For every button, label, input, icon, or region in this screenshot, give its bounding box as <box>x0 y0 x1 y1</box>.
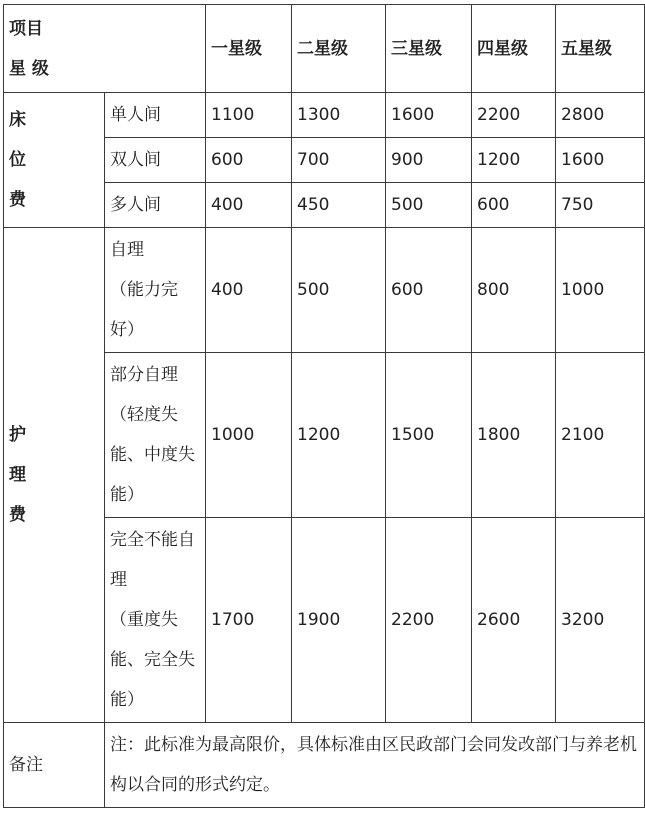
value-cell: 600 <box>206 138 292 183</box>
room-type-double: 双人间 <box>105 138 206 183</box>
value-cell: 3200 <box>556 518 645 723</box>
care-type-line: （重度失 <box>110 610 178 630</box>
room-type-single: 单人间 <box>105 93 206 138</box>
value-cell: 500 <box>386 183 472 228</box>
remark-text: 注：此标准为最高限价，具体标准由区民政部门会同发改部门与养老机构以合同的形式约定。 <box>105 723 645 808</box>
fee-standard-table <box>3 4 645 808</box>
care-type-line: 部分自理 <box>110 365 178 385</box>
care-fee-char: 费 <box>9 505 26 525</box>
header-row <box>4 5 645 93</box>
value-cell: 900 <box>386 138 472 183</box>
value-cell: 400 <box>206 183 292 228</box>
value-cell: 2100 <box>556 353 645 518</box>
value-cell: 1700 <box>206 518 292 723</box>
care-fee-category-cell <box>4 228 105 723</box>
room-type-multi: 多人间 <box>105 183 206 228</box>
bed-fee-char: 床 <box>9 110 26 130</box>
value-cell: 700 <box>292 138 386 183</box>
value-cell: 400 <box>206 228 292 353</box>
value-cell: 1600 <box>386 93 472 138</box>
value-cell: 1900 <box>292 518 386 723</box>
value-cell: 1000 <box>206 353 292 518</box>
bed-fee-category-cell <box>4 93 105 228</box>
care-type-line: 能） <box>110 485 144 505</box>
header-star-label: 星 级 <box>9 58 49 79</box>
value-cell: 1600 <box>556 138 645 183</box>
value-cell: 1300 <box>292 93 386 138</box>
remark-row <box>4 723 645 808</box>
value-cell: 2200 <box>386 518 472 723</box>
care-type-line: 完全不能自 <box>110 530 195 550</box>
header-level-3: 三星级 <box>386 5 472 93</box>
value-cell: 600 <box>472 183 556 228</box>
care-type-line: 能、中度失 <box>110 445 195 465</box>
value-cell: 1000 <box>556 228 645 353</box>
care-type-full <box>105 518 206 723</box>
value-cell: 1800 <box>472 353 556 518</box>
care-fee-char: 理 <box>9 465 26 485</box>
care-type-line: 自理 <box>110 240 144 260</box>
remark-label: 备注 <box>4 723 105 808</box>
value-cell: 1500 <box>386 353 472 518</box>
value-cell: 600 <box>386 228 472 353</box>
value-cell: 1100 <box>206 93 292 138</box>
care-type-line: 理 <box>110 570 127 590</box>
value-cell: 2200 <box>472 93 556 138</box>
value-cell: 2800 <box>556 93 645 138</box>
bed-fee-char: 费 <box>9 190 26 210</box>
care-type-partial <box>105 353 206 518</box>
header-corner-cell <box>4 5 206 93</box>
value-cell: 1200 <box>472 138 556 183</box>
value-cell: 500 <box>292 228 386 353</box>
care-type-line: 能） <box>110 690 144 710</box>
care-type-line: 能、完全失 <box>110 650 195 670</box>
value-cell: 450 <box>292 183 386 228</box>
care-type-line: （轻度失 <box>110 405 178 425</box>
care-type-line: 好） <box>110 320 144 340</box>
header-item-label: 项目 <box>9 18 43 39</box>
value-cell: 750 <box>556 183 645 228</box>
care-type-line: （能力完 <box>110 280 178 300</box>
care-fee-char: 护 <box>9 425 26 445</box>
table-row <box>4 228 645 353</box>
header-level-4: 四星级 <box>472 5 556 93</box>
table-row <box>4 93 645 138</box>
care-type-self <box>105 228 206 353</box>
bed-fee-char: 位 <box>9 150 26 170</box>
value-cell: 800 <box>472 228 556 353</box>
value-cell: 2600 <box>472 518 556 723</box>
header-level-5: 五星级 <box>556 5 645 93</box>
header-level-1: 一星级 <box>206 5 292 93</box>
header-level-2: 二星级 <box>292 5 386 93</box>
value-cell: 1200 <box>292 353 386 518</box>
